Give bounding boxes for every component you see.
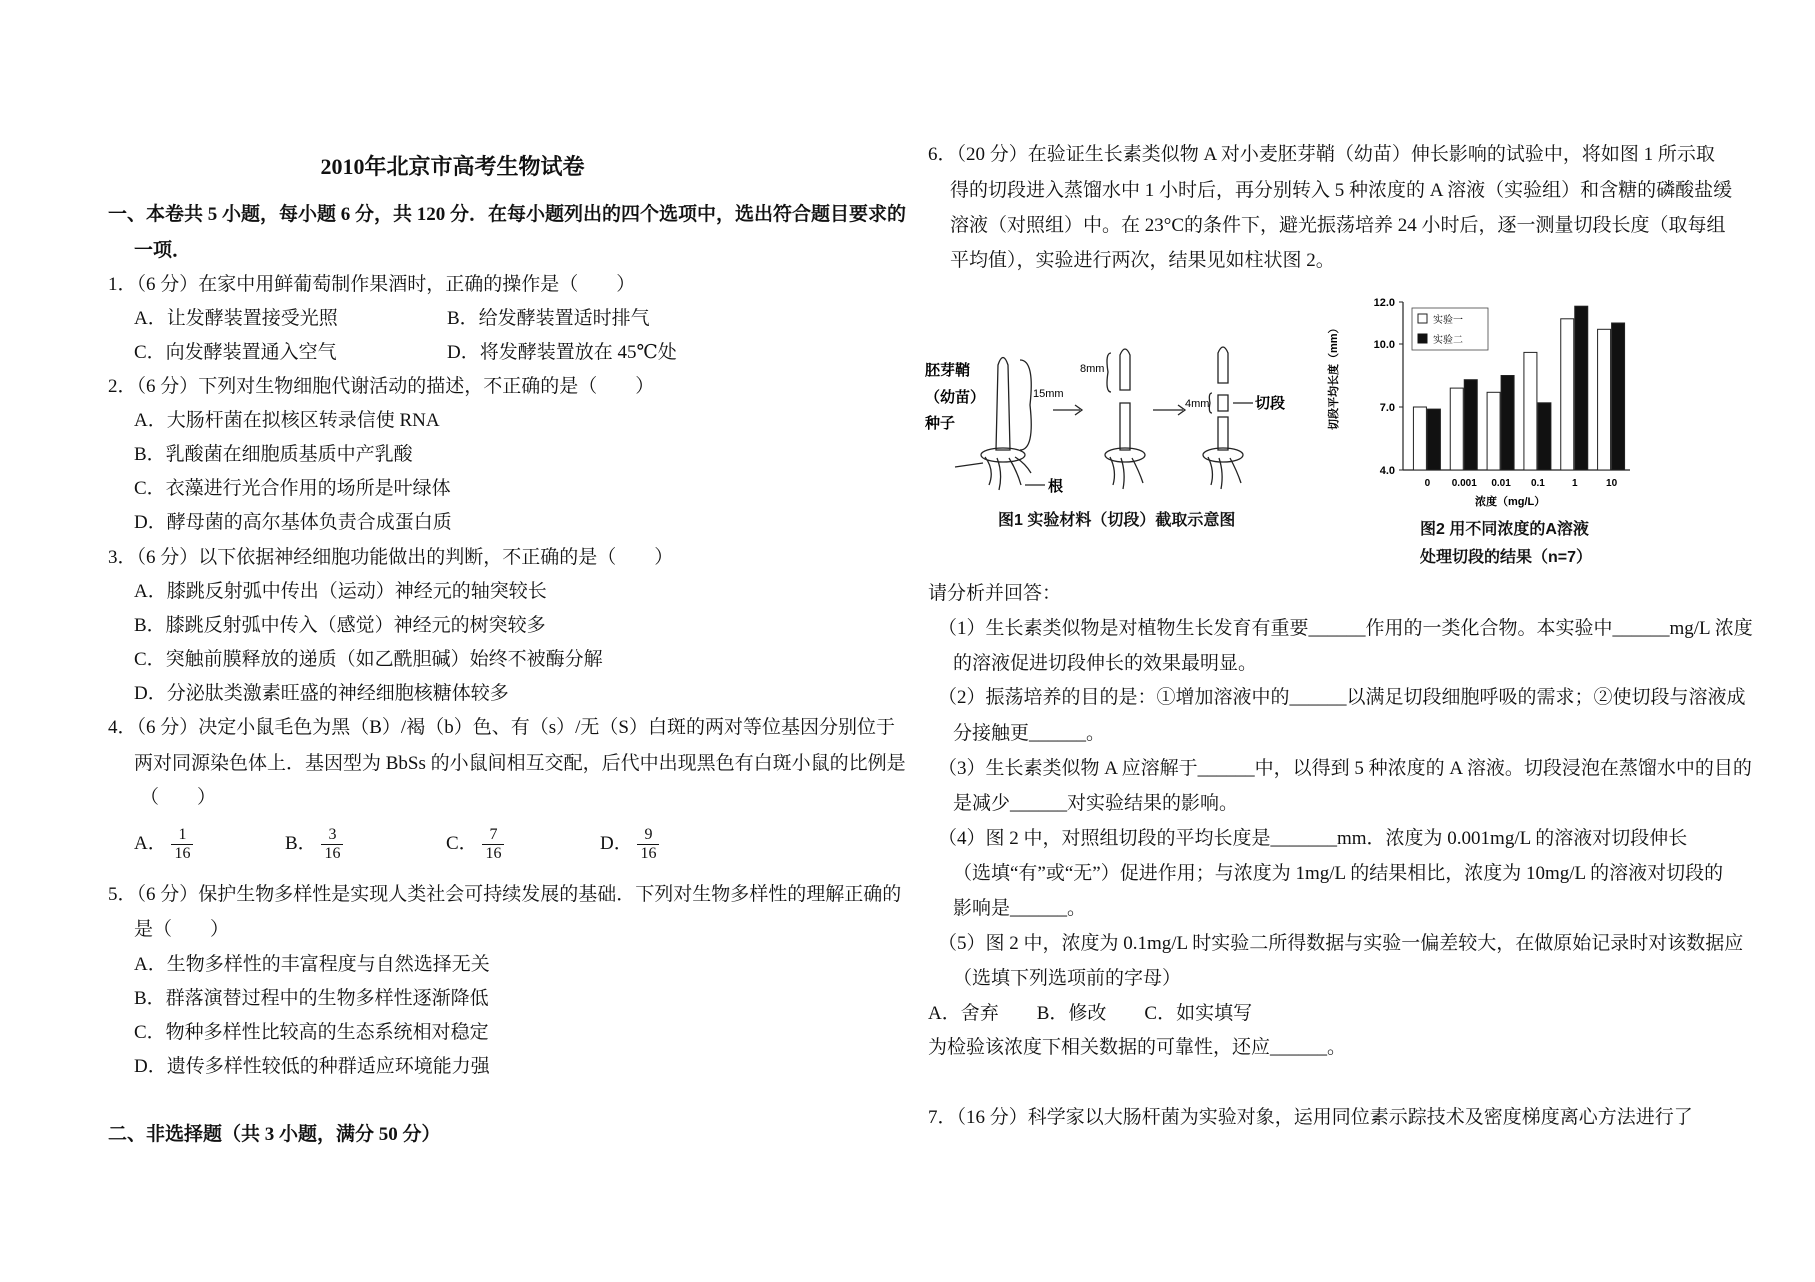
q5-option-b: B．群落演替过程中的生物多样性逐渐降低: [134, 988, 489, 1009]
y-tick-label-3: 12.0: [1373, 297, 1395, 309]
x-tick-label-0: 0: [1424, 478, 1431, 489]
q2-option-b: B．乳酸菌在细胞质基质中产乳酸: [134, 444, 413, 465]
q4-option-d-fraction: $\frac{9}{16}$: [637, 826, 659, 863]
q4-option-b-fraction: $\frac{3}{16}$: [321, 826, 343, 863]
bar-series2-0.1: [1538, 403, 1551, 470]
q6-part2-cont: 分接触更______。: [953, 723, 1106, 744]
figure2-caption-cont: 处理切段的结果（n=7）: [1420, 549, 1593, 566]
figure2-caption: 图2 用不同浓度的A溶液: [1420, 521, 1589, 538]
q6-stem-l4: 平均值），实验进行两次，结果见如柱状图 2。: [950, 250, 1335, 271]
bar-series2-0.001: [1464, 380, 1477, 470]
label-15mm: 15mm: [1033, 388, 1064, 400]
q6-part1-cont: 的溶液促进切段伸长的效果最明显。: [953, 653, 1258, 674]
q1-stem: 1．（6 分）在家中用鲜葡萄制作果酒时，正确的操作是（ ）: [108, 274, 636, 295]
q4-option-a-fraction: $\frac{1}{16}$: [171, 826, 193, 863]
q2-option-d: D．酵母菌的高尔基体负责合成蛋白质: [134, 512, 452, 533]
legend-swatch-series1: [1418, 314, 1427, 323]
q6-part5-options: A．舍弃 B．修改 C．如实填写: [928, 1003, 1253, 1024]
q4-option-a: A． $\frac{1}{16}$: [134, 826, 193, 863]
q6-part5: （5）图 2 中，浓度为 0.1mg/L 时实验二所得数据与实验一偏差较大，在做原始记录时对该数据应: [938, 933, 1744, 954]
q1-option-d: D．将发酵装置放在 45℃处: [447, 342, 677, 363]
q6-part4-cont: （选填“有”或“无”）促进作用；与浓度为 1mg/L 的结果相比，浓度为 10mg/L 的溶液对切段的: [953, 863, 1724, 884]
bar-series1-0.1: [1524, 352, 1537, 470]
q4-option-c-fraction: $\frac{7}{16}$: [482, 826, 504, 863]
q6-part4: （4）图 2 中，对照组切段的平均长度是_______mm．浓度为 0.001mg/L 的溶液对切段伸长: [938, 828, 1688, 849]
q6-part5-cont: （选填下列选项前的字母）: [953, 968, 1182, 989]
bar-series1-0.001: [1450, 388, 1463, 470]
segment-8mm-shape: [1120, 349, 1130, 390]
q3-option-d: D．分泌肽类激素旺盛的神经细胞核糖体较多: [134, 683, 509, 704]
q4-option-c: C． $\frac{7}{16}$: [446, 826, 504, 863]
q5-option-d: D．遗传多样性较低的种群适应环境能力强: [134, 1056, 490, 1077]
bar-series1-0: [1413, 407, 1426, 470]
q6-part4-cont2: 影响是______。: [953, 898, 1087, 919]
x-tick-label-1: 0.001: [1451, 478, 1477, 489]
bar-series2-10: [1612, 323, 1625, 470]
x-tick-label-5: 10: [1606, 478, 1618, 489]
bar-series1-1: [1561, 319, 1574, 470]
y-tick-label-0: 4.0: [1379, 465, 1395, 477]
q5-option-c: C．物种多样性比较高的生态系统相对稳定: [134, 1022, 489, 1043]
y-tick-label-1: 7.0: [1379, 402, 1395, 414]
legend-label-series2: 实验二: [1433, 335, 1463, 346]
q4-stem-cont: 两对同源染色体上．基因型为 BbSs 的小鼠间相互交配，后代中出现黑色有白斑小鼠的比例是: [134, 753, 906, 774]
figure1-caption: 图1 实验材料（切段）截取示意图: [998, 512, 1236, 529]
q1-option-a: A．让发酵装置接受光照: [134, 308, 338, 329]
bar-series2-0.01: [1501, 376, 1514, 471]
bar-series1-0.01: [1487, 392, 1500, 470]
q1-option-b: B．给发酵装置适时排气: [447, 308, 650, 329]
q6-stem-l3: 溶液（对照组）中。在 23°C的条件下，避光振荡培养 24 小时后，逐一测量切段长度（取每组: [950, 215, 1726, 236]
q6-part3: （3）生长素类似物 A 应溶解于______中，以得到 5 种浓度的 A 溶液。切段浸泡在蒸馏水中的目的: [938, 758, 1752, 779]
q6-part3-cont: 是减少______对实验结果的影响。: [953, 793, 1239, 814]
q5-stem-cont: 是（ ）: [134, 919, 230, 940]
q4-stem: 4．（6 分）决定小鼠毛色为黑（B）/褐（b）色、有（s）/无（S）白斑的两对等位基因分别位于: [108, 717, 895, 738]
bar-series2-1: [1575, 306, 1588, 470]
q6-part5-cont2: 为检验该浓度下相关数据的可靠性，还应______。: [928, 1037, 1347, 1058]
section2-heading: 二、非选择题（共 3 小题，满分 50 分）: [108, 1124, 441, 1145]
bar-series2-0: [1427, 409, 1440, 470]
q2-stem: 2．（6 分）下列对生物细胞代谢活动的描述，不正确的是（ ）: [108, 376, 655, 397]
q3-option-c: C．突触前膜释放的递质（如乙酰胆碱）始终不被酶分解: [134, 649, 603, 670]
q7-stem: 7．（16 分）科学家以大肠杆菌为实验对象，运用同位素示踪技术及密度梯度离心方法进行了: [928, 1107, 1693, 1128]
y-tick-label-2: 10.0: [1373, 339, 1395, 351]
q6-part1: （1）生长素类似物是对植物生长发育有重要______作用的一类化合物。本实验中______mg/L 浓度: [938, 618, 1753, 639]
q6-prompt: 请分析并回答：: [928, 583, 1062, 604]
page-title: 2010年北京市高考生物试卷: [320, 154, 585, 179]
segment-4mm-shape: [1218, 395, 1228, 411]
x-tick-label-4: 1: [1571, 478, 1578, 489]
q2-option-c: C．衣藻进行光合作用的场所是叶绿体: [134, 478, 451, 499]
chart-y-axis-label: 切段平均长度（mm）: [1328, 322, 1340, 430]
q6-stem-l2: 得的切段进入蒸馏水中 1 小时后，再分别转入 5 种浓度的 A 溶液（实验组）和含糖的磷酸盐缓: [950, 180, 1733, 201]
section1-heading: 一、本卷共 5 小题，每小题 6 分，共 120 分．在每小题列出的四个选项中，选出符合题目要求的: [108, 204, 907, 225]
q4-stem-paren: （ ）: [140, 787, 217, 808]
legend-label-series1: 实验一: [1433, 315, 1463, 326]
x-tick-label-2: 0.01: [1491, 478, 1511, 489]
q3-option-b: B．膝跳反射弧中传入（感觉）神经元的树突较多: [134, 615, 546, 636]
label-root: 根: [1048, 478, 1064, 495]
q6-part2: （2）振荡培养的目的是：①增加溶液中的______以满足切段细胞呼吸的需求；②使切段与溶液成: [938, 687, 1746, 708]
label-8mm: 8mm: [1080, 363, 1105, 375]
label-seedling: （幼苗）: [925, 389, 986, 406]
chart-x-axis-label: 浓度（mg/L）: [1475, 496, 1546, 508]
q3-stem: 3．（6 分）以下依据神经细胞功能做出的判断，不正确的是（ ）: [108, 547, 674, 568]
q4-option-d: D． $\frac{9}{16}$: [600, 826, 659, 863]
x-tick-label-3: 0.1: [1530, 478, 1545, 489]
bar-series1-10: [1598, 329, 1611, 470]
section1-heading-cont: 一项．: [134, 240, 192, 261]
coleoptile-1-shape: [996, 358, 1010, 451]
label-coleoptile: 胚芽鞘: [925, 362, 971, 379]
label-4mm: 4mm: [1185, 398, 1210, 410]
label-segment: 切段: [1255, 395, 1286, 412]
q1-option-c: C．向发酵装置通入空气: [134, 342, 337, 363]
q5-stem: 5．（6 分）保护生物多样性是实现人类社会可持续发展的基础．下列对生物多样性的理解正确的: [108, 884, 902, 905]
q3-option-a: A．膝跳反射弧中传出（运动）神经元的轴突较长: [134, 581, 547, 602]
q5-option-a: A．生物多样性的丰富程度与自然选择无关: [134, 954, 490, 975]
q2-option-a: A．大肠杆菌在拟核区转录信使 RNA: [134, 410, 440, 431]
label-seed: 种子: [925, 415, 956, 432]
legend-swatch-series2: [1418, 334, 1427, 343]
q4-option-b: B． $\frac{3}{16}$: [285, 826, 343, 863]
q6-stem: 6．（20 分）在验证生长素类似物 A 对小麦胚芽鞘（幼苗）伸长影响的试验中，将如图 1 所示取: [928, 144, 1715, 165]
